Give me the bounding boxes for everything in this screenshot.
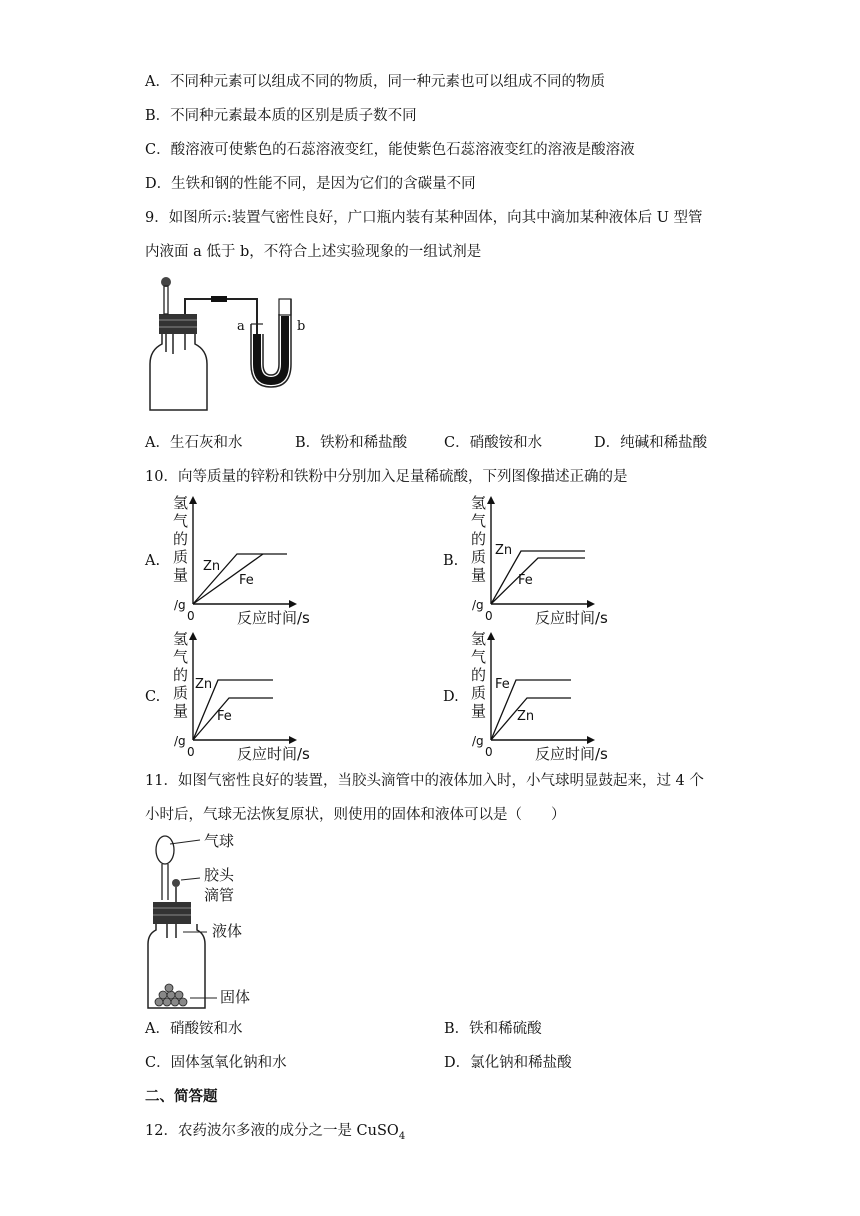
u-tube-label-b: b (297, 319, 306, 334)
u-tube-label-a: a (237, 319, 245, 334)
x-axis-arrow (587, 600, 595, 608)
q9-option-d: D．纯碱和稀盐酸 (594, 435, 708, 451)
y-axis-label-char: 氢 (471, 630, 487, 648)
curve-label-bottom: Fe (217, 709, 232, 724)
x-axis-label: 反应时间/s (535, 745, 608, 763)
label-liquid: 液体 (212, 922, 243, 940)
y-axis-label-char: 气 (471, 512, 487, 530)
y-axis-arrow (189, 632, 197, 640)
label-dropper-line1: 胶头 (204, 866, 235, 884)
label-balloon: 气球 (204, 832, 235, 850)
q10-chart-b (443, 494, 623, 628)
y-axis-label-char: 气 (471, 648, 487, 666)
y-axis-unit: /g (472, 734, 484, 748)
q9-stem-line1: 9．如图所示:装置气密性良好，广口瓶内装有某种固体，向其中滴加某种液体后 U 型管 (145, 210, 703, 226)
y-axis-unit: /g (174, 734, 186, 748)
x-axis-label: 反应时间/s (237, 745, 310, 763)
chart-option-letter: B. (443, 553, 459, 569)
y-axis-label-char: 量 (471, 702, 487, 720)
chart-axes-svg (145, 630, 325, 764)
q12-subscript: 4 (398, 1130, 406, 1142)
q8-option-c: C．酸溶液可使紫色的石蕊溶液变红，能使紫色石蕊溶液变红的溶液是酸溶液 (145, 142, 635, 158)
y-axis-unit: /g (472, 598, 484, 612)
chart-option-letter: C. (145, 689, 161, 705)
q11-stem-line2: 小时后，气球无法恢复原状，则使用的固体和液体可以是（ ） (145, 807, 566, 823)
curve-label-top: Zn (495, 543, 513, 558)
y-axis-label-char: 的 (173, 666, 189, 684)
y-axis-label-char: 氢 (173, 494, 189, 512)
q9-apparatus-figure (145, 272, 315, 417)
curve-label-bottom: Fe (239, 573, 254, 588)
q8-option-b: B．不同种元素最本质的区别是质子数不同 (145, 108, 417, 124)
q11-balloon-apparatus-figure (145, 832, 275, 1012)
y-axis-label-char: 氢 (471, 494, 487, 512)
q10-chart-c (145, 630, 325, 764)
curve-bottom (491, 558, 585, 604)
q9-stem-line2: 内液面 a 低于 b，不符合上述实验现象的一组试剂是 (145, 244, 482, 260)
q12-stem (145, 1121, 405, 1147)
y-axis-arrow (487, 496, 495, 504)
y-axis-arrow (189, 496, 197, 504)
x-axis-label: 反应时间/s (237, 609, 310, 627)
q11-option-c: C．固体氢氧化钠和水 (145, 1055, 287, 1071)
y-axis-label-char: 量 (173, 702, 189, 720)
x-axis-arrow (289, 736, 297, 744)
q11-option-a: A．硝酸铵和水 (145, 1021, 243, 1037)
chart-axes-svg (443, 494, 623, 628)
curve-label-bottom: Zn (517, 709, 535, 724)
y-axis-label-char: 的 (173, 530, 189, 548)
y-axis-label-char: 的 (471, 530, 487, 548)
q9-option-a: A．生石灰和水 (145, 435, 243, 451)
y-axis-label-char: 量 (173, 566, 189, 584)
origin-label: 0 (485, 609, 493, 623)
y-axis-arrow (487, 632, 495, 640)
q9-option-b: B．铁粉和稀盐酸 (295, 435, 408, 451)
y-axis-label-char: 质 (471, 548, 487, 566)
chart-option-letter: D. (443, 689, 459, 705)
y-axis-label-char: 气 (173, 512, 189, 530)
y-axis-label-char: 质 (173, 684, 189, 702)
q11-option-d: D．氯化钠和稀盐酸 (444, 1055, 572, 1071)
x-axis-arrow (587, 736, 595, 744)
y-axis-label-char: 质 (471, 684, 487, 702)
q8-option-a: A．不同种元素可以组成不同的物质，同一种元素也可以组成不同的物质 (145, 74, 605, 90)
q9-option-c: C．硝酸铵和水 (444, 435, 543, 451)
chart-axes-svg (443, 630, 623, 764)
q10-stem: 10．向等质量的锌粉和铁粉中分别加入足量稀硫酸，下列图像描述正确的是 (145, 469, 628, 485)
x-axis-arrow (289, 600, 297, 608)
q8-option-d: D．生铁和钢的性能不同，是因为它们的含碳量不同 (145, 176, 476, 192)
label-solid: 固体 (220, 988, 251, 1006)
chart-option-letter: A. (145, 553, 161, 569)
y-axis-label-char: 量 (471, 566, 487, 584)
q10-chart-a (145, 494, 325, 628)
origin-label: 0 (187, 609, 195, 623)
curve-label-top: Zn (195, 677, 213, 692)
curve-label-bottom: Fe (518, 573, 533, 588)
label-dropper-line2: 滴管 (204, 886, 235, 904)
q11-option-b: B．铁和稀硫酸 (444, 1021, 542, 1037)
chart-axes-svg (145, 494, 325, 628)
y-axis-label-char: 质 (173, 548, 189, 566)
y-axis-label-char: 的 (471, 666, 487, 684)
q10-chart-d (443, 630, 623, 764)
q11-stem-line1: 11．如图气密性良好的装置，当胶头滴管中的液体加入时，小气球明显鼓起来，过 4 个 (145, 773, 704, 789)
curve-label-top: Fe (495, 677, 510, 692)
y-axis-unit: /g (174, 598, 186, 612)
curve-label-top: Zn (203, 559, 221, 574)
y-axis-label-char: 气 (173, 648, 189, 666)
q12-stem-text: 12．农药波尔多液的成分之一是 CuSO (145, 1123, 399, 1139)
origin-label: 0 (187, 745, 195, 759)
origin-label: 0 (485, 745, 493, 759)
section-title: 二、简答题 (145, 1088, 218, 1105)
y-axis-label-char: 氢 (173, 630, 189, 648)
curve-bottom (193, 698, 273, 740)
x-axis-label: 反应时间/s (535, 609, 608, 627)
